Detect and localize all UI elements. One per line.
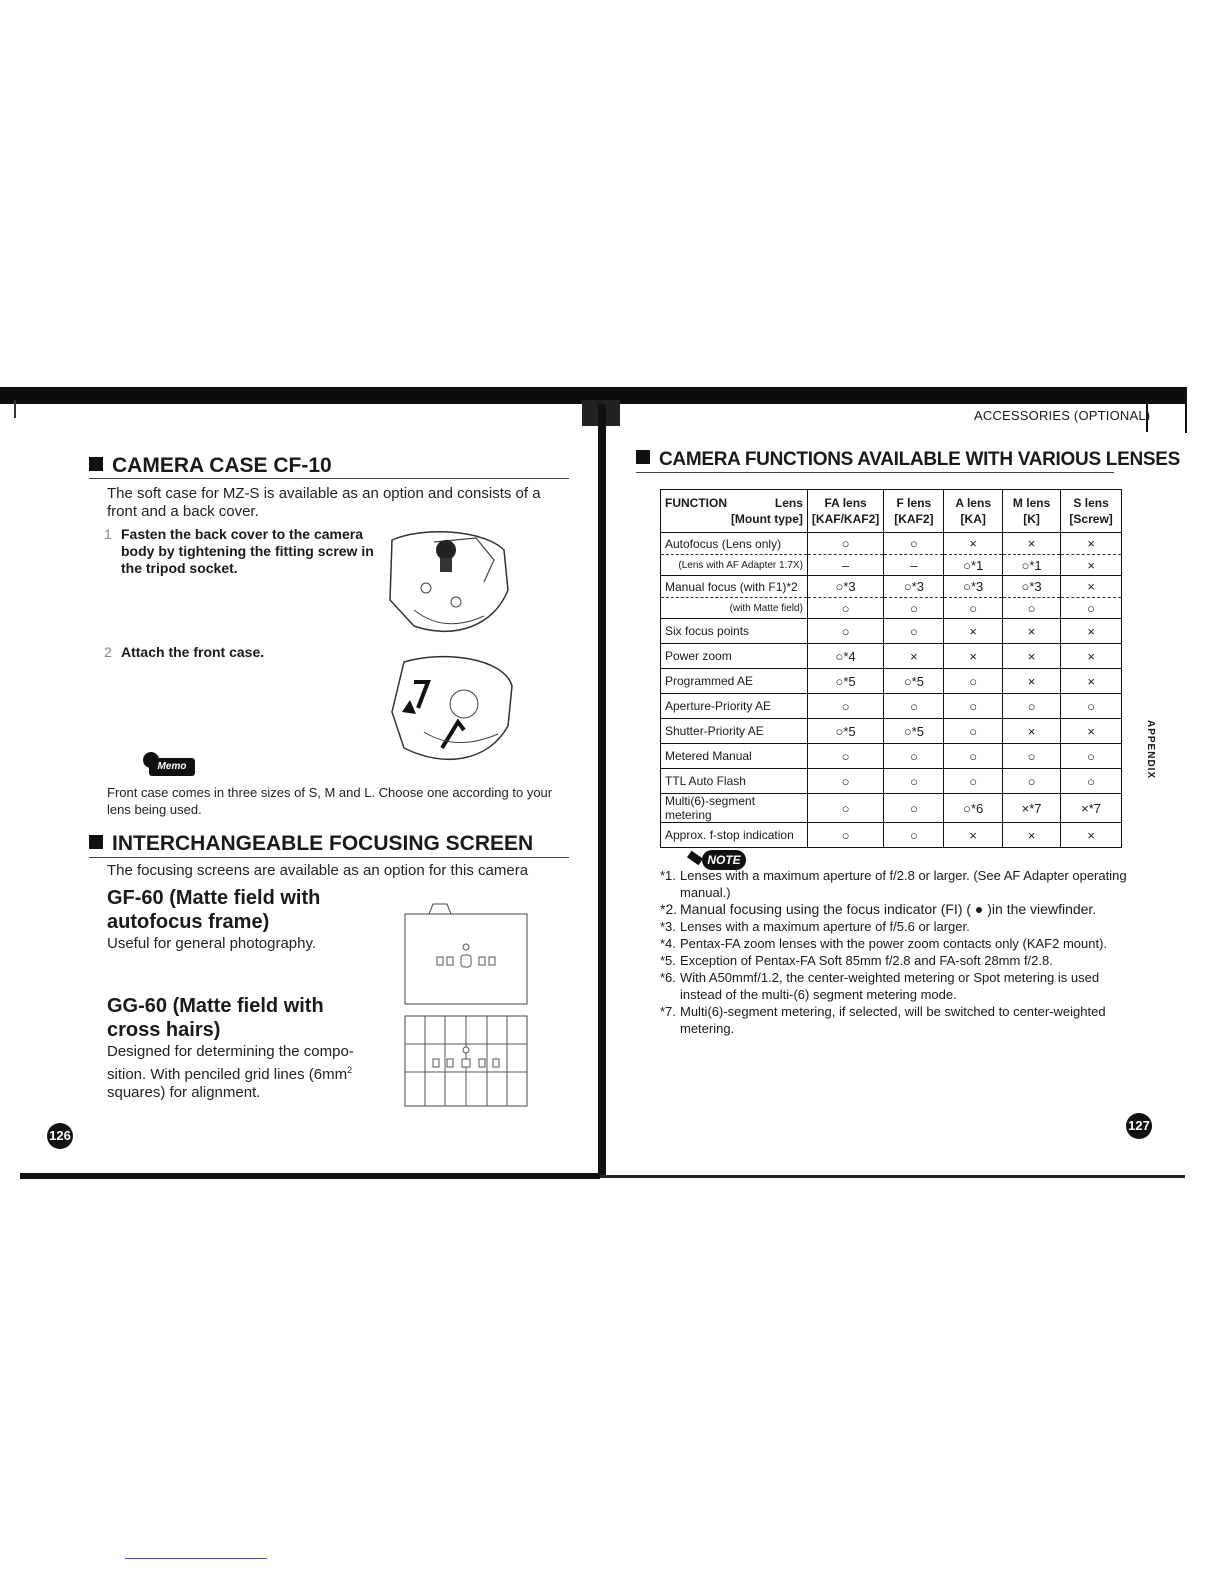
step-1-text: Fasten the back cover to the camera body by tightening the fitting screw in the tripod socket. xyxy=(121,526,374,576)
table-cell: ○ xyxy=(1061,694,1122,719)
table-cell: ○ xyxy=(884,619,944,644)
row-label: Manual focus (with F1)*2 xyxy=(661,576,808,598)
table-cell: ○ xyxy=(807,823,883,848)
bullet-square-icon xyxy=(89,835,103,849)
row-label: Programmed AE xyxy=(661,669,808,694)
page-number-right: 127 xyxy=(1126,1113,1152,1139)
s-lens-header: S lens [Screw] xyxy=(1061,490,1122,533)
table-cell: × xyxy=(944,533,1002,555)
row-label: Six focus points xyxy=(661,619,808,644)
table-row xyxy=(661,694,1122,719)
table-cell: ○ xyxy=(944,769,1002,794)
table-cell: ○*1 xyxy=(1002,555,1060,576)
gf60-title: GF-60 (Matte field with autofocus frame) xyxy=(107,887,321,933)
table-cell: ○ xyxy=(884,823,944,848)
camera-case-intro: The soft case for MZ-S is available as an option and consists of a front and a back cover. xyxy=(107,485,541,520)
table-cell: ○ xyxy=(884,744,944,769)
camera-functions-heading: CAMERA FUNCTIONS AVAILABLE WITH VARIOUS LENSES xyxy=(636,449,1180,471)
table-cell: ○ xyxy=(884,769,944,794)
table-cell: ○ xyxy=(807,744,883,769)
table-cell: ○ xyxy=(944,694,1002,719)
back-cover-illustration xyxy=(384,530,512,642)
front-case-illustration xyxy=(384,652,516,768)
step-2-text: Attach the front case. xyxy=(121,644,265,660)
table-cell: × xyxy=(1002,619,1060,644)
table-cell: × xyxy=(1002,823,1060,848)
table-row xyxy=(661,555,1122,576)
table-cell: – xyxy=(884,555,944,576)
table-row xyxy=(661,769,1122,794)
heading-rule xyxy=(636,472,1114,473)
table-cell: – xyxy=(807,555,883,576)
table-cell: × xyxy=(1061,669,1122,694)
table-row xyxy=(661,576,1122,598)
bullet-square-icon xyxy=(636,450,650,464)
table-cell: ○ xyxy=(1002,694,1060,719)
row-label: Shutter-Priority AE xyxy=(661,719,808,744)
gg60-title: GG-60 (Matte field with cross hairs) xyxy=(107,995,324,1041)
bullet-square-icon xyxy=(89,457,103,471)
function-header: FUNCTION Lens [Mount type] xyxy=(661,490,808,533)
row-label: Power zoom xyxy=(661,644,808,669)
heading-rule xyxy=(89,478,569,479)
table-cell: × xyxy=(944,644,1002,669)
table-cell: ○*6 xyxy=(944,794,1002,823)
table-row xyxy=(661,669,1122,694)
table-row xyxy=(661,719,1122,744)
table-cell: ○ xyxy=(884,794,944,823)
table-cell: ○ xyxy=(1002,598,1060,619)
gg60-text: Designed for determining the compo-sition. With penciled grid lines ($6mm^2$ squares) for alignment. xyxy=(107,1043,354,1101)
table-cell: × xyxy=(1061,719,1122,744)
left-crop-mark xyxy=(14,400,16,418)
table-row xyxy=(661,744,1122,769)
row-label: Multi(6)-segment metering xyxy=(661,794,808,823)
page-gutter xyxy=(598,404,606,1176)
fa-lens-header: FA lens [KAF/KAF2] xyxy=(807,490,883,533)
table-cell: ×*7 xyxy=(1002,794,1060,823)
table-cell: ○ xyxy=(1061,598,1122,619)
table-cell: ○ xyxy=(884,533,944,555)
gf60-screen-illustration xyxy=(403,902,529,1006)
table-cell: ○ xyxy=(807,694,883,719)
table-cell: × xyxy=(1061,823,1122,848)
table-cell: ○*5 xyxy=(884,669,944,694)
table-cell: ○ xyxy=(807,619,883,644)
f-lens-header: F lens [KAF2] xyxy=(884,490,944,533)
footnote: *7. Multi(6)-segment metering, if selected, will be switched to center-weighted metering. xyxy=(660,1004,1106,1036)
m-lens-header: M lens [K] xyxy=(1002,490,1060,533)
table-cell: ○ xyxy=(944,598,1002,619)
table-header-row xyxy=(661,490,1122,533)
table-cell: × xyxy=(1061,555,1122,576)
table-cell: ○*5 xyxy=(884,719,944,744)
bottom-rule-right xyxy=(600,1175,1185,1178)
table-row xyxy=(661,598,1122,619)
bottom-rule-left xyxy=(20,1173,600,1179)
table-cell: × xyxy=(944,823,1002,848)
a-lens-header: A lens [KA] xyxy=(944,490,1002,533)
footnote: *4. Pentax-FA zoom lenses with the power zoom contacts only (KAF2 mount). xyxy=(660,936,1108,951)
row-label: Aperture-Priority AE xyxy=(661,694,808,719)
row-label: Approx. f-stop indication xyxy=(661,823,808,848)
row-label: Metered Manual xyxy=(661,744,808,769)
row-label: (Lens with AF Adapter 1.7X) xyxy=(661,555,808,576)
table-cell: ○*3 xyxy=(1002,576,1060,598)
table-cell: × xyxy=(944,619,1002,644)
camera-case-heading: CAMERA CASE CF-10 xyxy=(89,454,332,478)
table-cell: ○ xyxy=(1002,769,1060,794)
table-cell: × xyxy=(1061,576,1122,598)
memo-badge xyxy=(143,752,195,776)
table-cell: ○*4 xyxy=(807,644,883,669)
note-pen-icon xyxy=(687,851,703,866)
footnote: *1. Lenses with a maximum aperture of f/2.8 or larger. (See AF Adapter operating manual.) xyxy=(660,868,1127,900)
table-cell: ○ xyxy=(944,719,1002,744)
table-cell: ○ xyxy=(944,744,1002,769)
memo-text: Front case comes in three sizes of S, M and L. Choose one according to your lens being used. xyxy=(107,785,553,817)
table-cell: × xyxy=(1002,719,1060,744)
table-cell: ○ xyxy=(884,598,944,619)
table-row xyxy=(661,644,1122,669)
row-label: Autofocus (Lens only) xyxy=(661,533,808,555)
table-cell: ○*1 xyxy=(944,555,1002,576)
table-row xyxy=(661,619,1122,644)
heading-rule xyxy=(89,857,569,858)
table-cell: ○ xyxy=(884,694,944,719)
footnote: *2. Manual focusing using the focus indicator (FI) ( ● )in the viewfinder. xyxy=(660,901,1097,917)
table-cell: × xyxy=(1061,533,1122,555)
footnotes xyxy=(660,867,1130,1037)
table-cell: ○ xyxy=(1061,744,1122,769)
table-cell: × xyxy=(1002,669,1060,694)
appendix-side-tab: APPENDIX xyxy=(1145,720,1156,780)
row-label: (with Matte field) xyxy=(661,598,808,619)
footnote: *3. Lenses with a maximum aperture of f/5.6 or larger. xyxy=(660,919,970,934)
lens-function-table xyxy=(660,489,1122,848)
table-cell: ○*3 xyxy=(807,576,883,598)
table-row xyxy=(661,794,1122,823)
table-cell: ○*5 xyxy=(807,669,883,694)
table-cell: × xyxy=(1002,533,1060,555)
gf60-text: Useful for general photography. xyxy=(107,935,317,952)
table-cell: × xyxy=(1061,619,1122,644)
table-cell: ○*3 xyxy=(884,576,944,598)
table-cell: × xyxy=(1002,644,1060,669)
stray-underline xyxy=(125,1558,267,1559)
footnote: *6. With A50mmf/1.2, the center-weighted metering or Spot metering is used instead of the multi-(6) segment metering mode. xyxy=(660,970,1100,1002)
table-cell: × xyxy=(1061,644,1122,669)
table-cell: ○*5 xyxy=(807,719,883,744)
focusing-screen-heading: INTERCHANGEABLE FOCUSING SCREEN xyxy=(89,832,533,856)
table-cell: ×*7 xyxy=(1061,794,1122,823)
footnote: *5. Exception of Pentax-FA Soft 85mm f/2.8 and FA-soft 28mm f/2.8. xyxy=(660,953,1053,968)
table-cell: × xyxy=(884,644,944,669)
table-row xyxy=(661,823,1122,848)
step-1-number: 1 xyxy=(104,526,112,542)
step-2-number: 2 xyxy=(104,644,112,660)
page-number-left: 126 xyxy=(47,1123,73,1149)
table-cell: ○ xyxy=(807,598,883,619)
table-cell: ○ xyxy=(1002,744,1060,769)
table-cell: ○ xyxy=(807,769,883,794)
table-cell: ○ xyxy=(1061,769,1122,794)
table-cell: ○ xyxy=(807,794,883,823)
note-label: NOTE xyxy=(702,850,746,870)
memo-label: Memo xyxy=(149,758,195,776)
table-cell: ○ xyxy=(807,533,883,555)
table-cell: ○*3 xyxy=(944,576,1002,598)
table-cell: ○ xyxy=(944,669,1002,694)
gg60-screen-illustration xyxy=(403,1010,529,1108)
running-head: ACCESSORIES (OPTIONAL) xyxy=(974,408,1151,423)
table-row xyxy=(661,533,1122,555)
focusing-intro: The focusing screens are available as an option for this camera xyxy=(107,862,529,879)
right-edge-mark xyxy=(1185,387,1187,433)
row-label: TTL Auto Flash xyxy=(661,769,808,794)
